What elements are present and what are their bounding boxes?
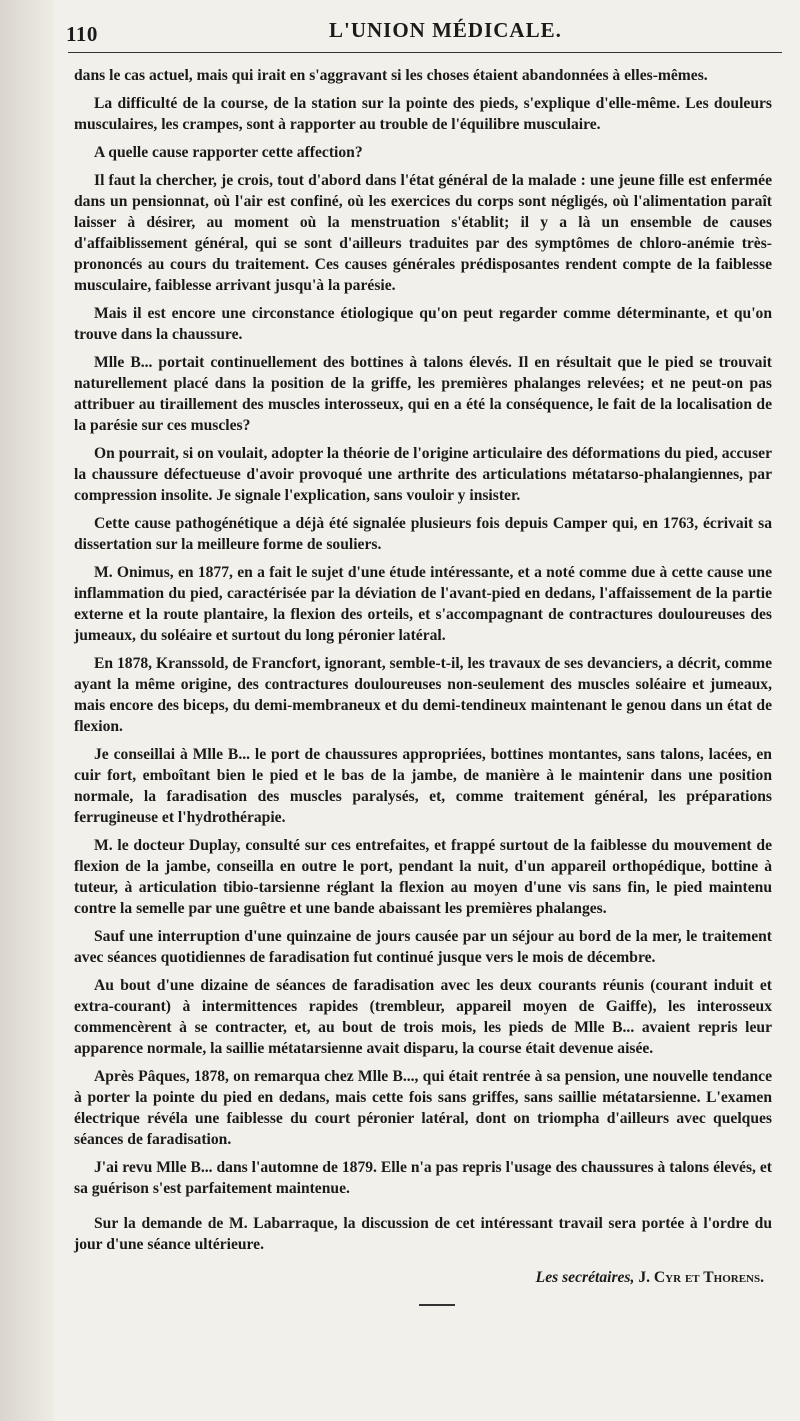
paragraph: M. le docteur Duplay, consulté sur ces entrefaites, et frappé surtout de la faiblesse du mouvement de flexion de la jambe, conseilla en outre le port, pendant la nuit, d'un appareil orthopédique, bottine à tuteur, à articulation tibio-tarsienne réglant la flexion au moyen d'une vis sans fin, le pied maintenu contre la semelle par une guêtre et une bande abaissant les premières phalanges.	[74, 837, 772, 917]
paragraph: On pourrait, si on voulait, adopter la théorie de l'origine articulaire des déformations du pied, accuser la chaussure défectueuse d'avoir provoqué une arthrite des articulations métatarso-phalangiennes, par compression insolite. Je signale l'explication, sans vouloir y insister.	[74, 445, 772, 504]
signature	[74, 1267, 764, 1288]
paragraph: En 1878, Kranssold, de Francfort, ignorant, semble-t-il, les travaux de ses devanciers, a décrit, comme ayant la même origine, des contractures douloureuses non-seulement des muscles soléaire et jumeaux, mais encore des biceps, du demi-membraneux et du demi-tendineux maintenant le genou dans un état de flexion.	[74, 655, 772, 735]
header-rule	[68, 52, 782, 53]
paragraph: J'ai revu Mlle B... dans l'automne de 1879. Elle n'a pas repris l'usage des chaussures à talons élevés, et sa guérison s'est parfaitement maintenue.	[74, 1159, 772, 1197]
page-gutter-shadow	[0, 0, 54, 1421]
paragraph: A quelle cause rapporter cette affection?	[94, 144, 363, 161]
signature-role: Les secrétaires,	[535, 1269, 635, 1286]
running-head	[66, 14, 772, 48]
paragraph: Au bout d'une dizaine de séances de faradisation avec les deux courants réunis (courant induit et extra-courant) à intermittences rapides (trembleur, appareil moyen de Gaiffe), les interosseux commencèrent à se contracter, et, au bout de trois mois, les pieds de Mlle B... avaient repris leur apparence normale, la saillie métatarsienne avait disparu, la course était devenue aisée.	[74, 977, 772, 1057]
page-number: 110	[66, 22, 98, 46]
paragraph: Après Pâques, 1878, on remarqua chez Mlle B..., qui était rentrée à sa pension, une nouvelle tendance à porter la pointe du pied en dedans, mais cette fois sans griffes, sans saillie métatarsienne. L'examen électrique révéla une faiblesse du court péronier latéral, dont on triompha d'ailleurs avec quelques séances de faradisation.	[74, 1068, 772, 1148]
closing-paragraph: Sur la demande de M. Labarraque, la discussion de cet intéressant travail sera portée à l'ordre du jour d'une séance ultérieure.	[74, 1215, 772, 1253]
paragraph: Mlle B... portait continuellement des bottines à talons élevés. Il en résultait que le pied se trouvait naturellement placé dans la position de la griffe, les premières phalanges relevées; et ne peut-on pas attribuer au tiraillement des muscles interosseux, qui en a été la conséquence, le fait de la localisation de la parésie sur ces muscles?	[74, 354, 772, 434]
article-body	[74, 65, 772, 1255]
paragraph: dans le cas actuel, mais qui irait en s'aggravant si les choses étaient abandonnées à elles-mêmes.	[74, 67, 708, 84]
paragraph: Il faut la chercher, je crois, tout d'abord dans l'état général de la malade : une jeune fille est enfermée dans un pensionnat, où l'air est confiné, où les exercices du corps sont négligés, où l'alimentation paraît laisser à désirer, au moment où la menstruation s'établit; il y a là un ensemble de causes d'affaiblissement général, qui se sont d'ailleurs traduites par des symptômes de chloro-anémie très-prononcés au cours du traitement. Ces causes générales prédisposantes rendent compte de la faiblesse musculaire, faiblesse arrivant jusqu'à la parésie.	[74, 172, 772, 294]
journal-title: L'UNION MÉDICALE.	[329, 18, 562, 42]
paragraph: Mais il est encore une circonstance étiologique qu'on peut regarder comme déterminante, et qu'on trouve dans la chaussure.	[74, 305, 772, 343]
paragraph: Je conseillai à Mlle B... le port de chaussures appropriées, bottines montantes, sans talons, lacées, en cuir fort, emboîtant bien le pied et le bas de la jambe, de manière à le maintenir dans une position normale, la faradisation des muscles paralysés, et, comme traitement général, les préparations ferrugineuse et l'hydrothérapie.	[74, 746, 772, 826]
signature-names: J. Cyr et Thorens.	[638, 1269, 764, 1286]
paragraph: Cette cause pathogénétique a déjà été signalée plusieurs fois depuis Camper qui, en 1763, écrivait sa dissertation sur la meilleure forme de souliers.	[74, 515, 772, 553]
paragraph: Sauf une interruption d'une quinzaine de jours causée par un séjour au bord de la mer, le traitement avec séances quotidiennes de faradisation fut continué jusque vers le mois de décembre.	[74, 928, 772, 966]
paragraph: M. Onimus, en 1877, en a fait le sujet d'une étude intéressante, et a noté comme due à cette cause une inflammation du pied, caractérisée par la déviation de l'avant-pied en dedans, l'affaissement de la partie externe et la route plantaire, la flexion des orteils, et s'accompagnant de contractures douloureuses des jumeaux, du soléaire et surtout du long péronier latéral.	[74, 564, 772, 644]
paragraph: La difficulté de la course, de la station sur la pointe des pieds, s'explique d'elle-même. Les douleurs musculaires, les crampes, sont à rapporter au trouble de l'équilibre musculaire.	[74, 95, 772, 133]
end-rule	[419, 1304, 455, 1306]
